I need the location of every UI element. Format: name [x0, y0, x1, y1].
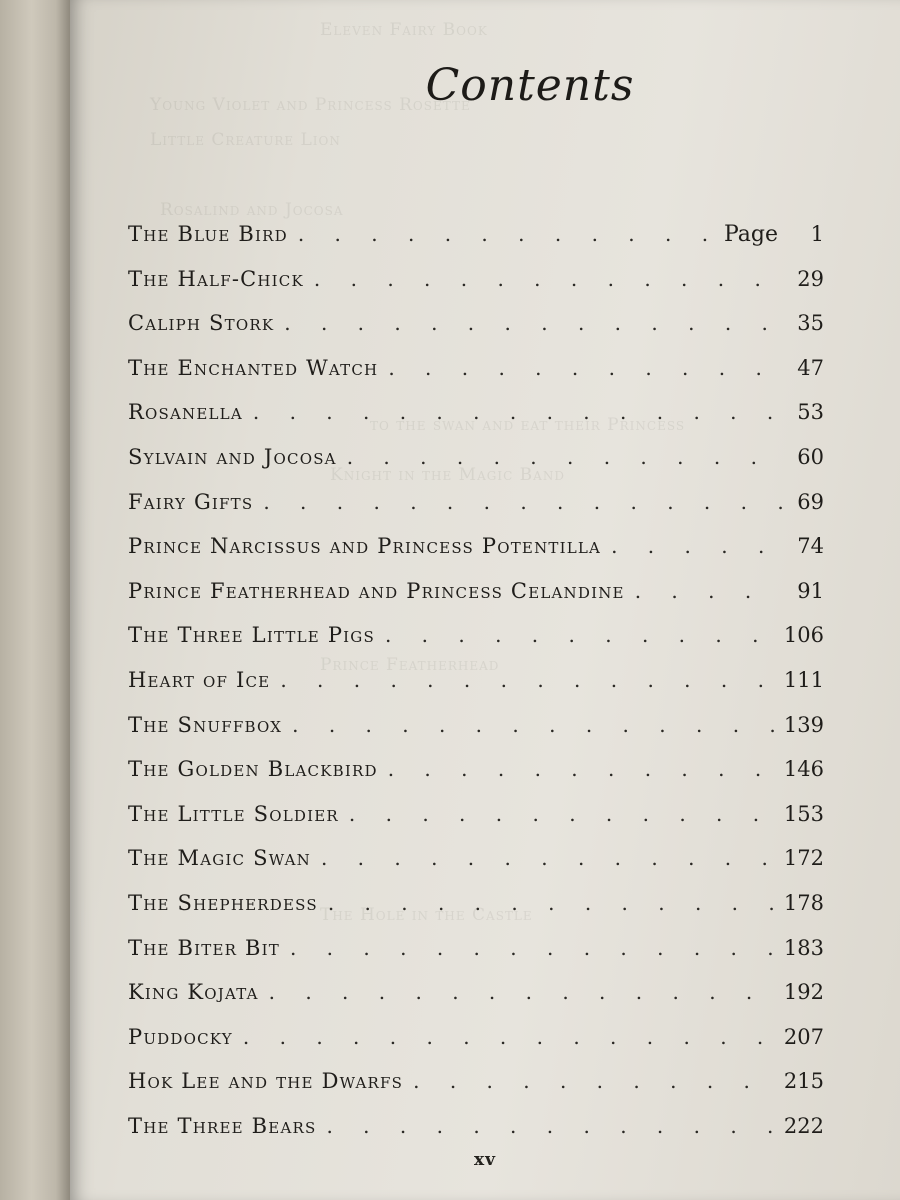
- contents-entry: [128, 668, 824, 713]
- contents-entry: [128, 623, 824, 668]
- contents-entry: [128, 311, 824, 356]
- entry-title: Fairy Gifts: [128, 489, 254, 514]
- entry-title: Prince Featherhead and Princess Celandine: [128, 578, 625, 603]
- entry-page-number: 29: [797, 266, 824, 291]
- contents-list: [128, 222, 824, 1158]
- entry-page-number: 215: [783, 1069, 824, 1094]
- contents-entry: [128, 356, 824, 401]
- entry-title: The Snuffbox: [128, 712, 283, 737]
- entry-page-number: 183: [783, 935, 824, 960]
- entry-page-number: 60: [797, 444, 824, 469]
- contents-entry: [128, 267, 824, 312]
- entry-title: Prince Narcissus and Princess Potentilla: [128, 534, 602, 559]
- contents-entry: [128, 713, 824, 758]
- contents-entry: [128, 802, 824, 847]
- contents-entry: [128, 534, 824, 579]
- entry-title: The Golden Blackbird: [128, 757, 378, 782]
- dot-leader: [314, 267, 782, 291]
- entry-page-number: 47: [797, 355, 824, 380]
- entry-page-number: 106: [783, 623, 824, 648]
- show-through-text: The Hole in the Castle: [320, 905, 533, 925]
- entry-page-number: 69: [797, 489, 824, 514]
- entry-page-number: 178: [783, 890, 824, 915]
- dot-leader: [388, 757, 774, 781]
- page-title: Contents: [425, 60, 635, 111]
- dot-leader: [385, 623, 774, 647]
- entry-page-number: 139: [783, 712, 824, 737]
- contents-entry: [128, 400, 824, 445]
- entry-title: The Magic Swan: [128, 846, 311, 871]
- show-through-text: Young Violet and Princess Rosette: [150, 95, 471, 115]
- dot-leader: [635, 579, 782, 603]
- show-through-text: Rosalind and Jocosa: [160, 200, 344, 220]
- dot-leader: [611, 534, 782, 558]
- entry-title: The Blue Bird: [128, 222, 288, 246]
- entry-title: Puddocky: [128, 1024, 233, 1049]
- entry-page-number: 53: [797, 400, 824, 425]
- dot-leader: [290, 936, 774, 960]
- entry-page-number: 172: [783, 846, 824, 871]
- entry-title: The Little Soldier: [128, 801, 339, 826]
- book-gutter: [0, 0, 70, 1200]
- contents-entry: [128, 579, 824, 624]
- dot-leader: [269, 980, 774, 1004]
- entry-title: King Kojata: [128, 980, 259, 1005]
- dot-leader: [284, 311, 782, 335]
- entry-title: The Three Bears: [128, 1113, 317, 1138]
- dot-leader: [388, 356, 782, 380]
- entry-page-number: 222: [783, 1113, 824, 1138]
- entry-page-number: 1: [810, 222, 824, 246]
- entry-page-number: 35: [797, 311, 824, 336]
- contents-entry: [128, 1025, 824, 1070]
- show-through-text: Little Creature Lion: [150, 130, 341, 150]
- dot-leader: [349, 802, 774, 826]
- dot-leader: [298, 222, 714, 246]
- book-page: [70, 0, 900, 1200]
- entry-page-number: 192: [783, 980, 824, 1005]
- entry-title: Caliph Stork: [128, 311, 275, 336]
- contents-entry: [128, 445, 824, 490]
- show-through-text: Eleven Fairy Book: [320, 20, 488, 40]
- entry-title: The Half-Chick: [128, 266, 304, 291]
- entry-page-number: 207: [783, 1024, 824, 1049]
- contents-entry: [128, 980, 824, 1025]
- contents-entry: [128, 891, 824, 936]
- contents-entry: [128, 846, 824, 891]
- entry-title: Sylvain and Jocosa: [128, 444, 337, 469]
- show-through-text: to the swan and eat their Princess: [370, 415, 686, 435]
- dot-leader: [263, 490, 782, 514]
- contents-entry: [128, 222, 824, 267]
- show-through-text: Prince Featherhead: [320, 655, 500, 675]
- dot-leader: [280, 668, 774, 692]
- show-through-text: Knight in the Magic Band: [330, 465, 565, 485]
- page-folio: xv: [473, 1150, 496, 1170]
- entry-title: The Shepherdess: [128, 890, 318, 915]
- dot-leader: [292, 713, 774, 737]
- contents-entry: [128, 757, 824, 802]
- dot-leader: [326, 1114, 773, 1138]
- contents-entry: [128, 490, 824, 535]
- page-label: Page: [723, 222, 778, 247]
- entry-page-number: 146: [783, 757, 824, 782]
- dot-leader: [328, 891, 774, 915]
- entry-title: The Biter Bit: [128, 935, 280, 960]
- entry-page-number: 91: [797, 578, 824, 603]
- contents-entry: [128, 1069, 824, 1114]
- dot-leader: [347, 445, 782, 469]
- entry-title: Hok Lee and the Dwarfs: [128, 1069, 404, 1094]
- entry-page-number: 153: [783, 801, 824, 826]
- dot-leader: [243, 1025, 774, 1049]
- entry-title: Heart of Ice: [128, 667, 271, 692]
- contents-entry: [128, 936, 824, 981]
- dot-leader: [321, 846, 774, 870]
- entry-page-number: 111: [783, 667, 824, 692]
- entry-page-number: 74: [797, 534, 824, 559]
- entry-title: The Enchanted Watch: [128, 355, 379, 380]
- entry-title: The Three Little Pigs: [128, 623, 375, 648]
- entry-title: Rosanella: [128, 400, 243, 425]
- dot-leader: [253, 400, 782, 424]
- dot-leader: [413, 1069, 774, 1093]
